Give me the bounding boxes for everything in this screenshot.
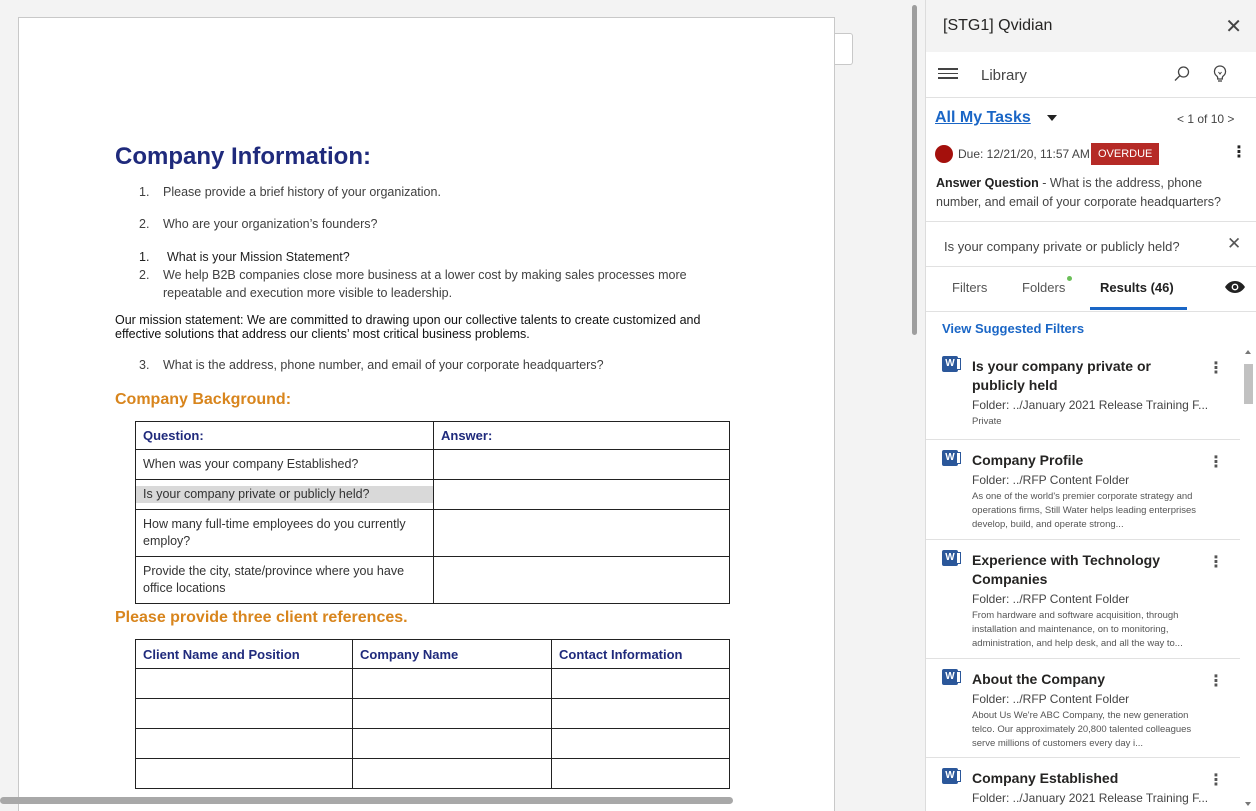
view-suggested-filters-link[interactable]: View Suggested Filters bbox=[942, 321, 1085, 336]
tab-folders[interactable]: Folders bbox=[1022, 280, 1066, 295]
result-folder: Folder: ../RFP Content Folder bbox=[972, 592, 1130, 606]
result-title: Company Profile bbox=[972, 452, 1084, 468]
active-tab-indicator bbox=[1090, 307, 1187, 310]
ref-cell[interactable] bbox=[552, 759, 730, 789]
lightbulb-icon[interactable] bbox=[1212, 64, 1228, 84]
due-date: Due: 12/21/20, 11:57 AM bbox=[958, 147, 1090, 161]
eye-icon[interactable] bbox=[1224, 279, 1246, 295]
document-vertical-scrollbar[interactable] bbox=[912, 5, 917, 335]
folders-indicator-dot bbox=[1067, 276, 1072, 281]
result-item[interactable] bbox=[926, 540, 1240, 659]
due-status-dot-icon bbox=[935, 145, 953, 163]
result-more-options-icon[interactable]: ⋮ bbox=[1208, 673, 1224, 690]
ref-cell[interactable] bbox=[552, 699, 730, 729]
ref-cell[interactable] bbox=[353, 759, 552, 789]
word-document-icon: W bbox=[942, 550, 958, 566]
task-description: Answer Question - What is the address, phone number, and email of your corporate headquarters? bbox=[936, 176, 1221, 209]
list-item: 3. What is the address, phone number, and email of your corporate headquarters? bbox=[139, 358, 604, 372]
result-item[interactable] bbox=[926, 346, 1240, 440]
list-item: 2. We help B2B companies close more business at a lower cost by making sales processes more bbox=[139, 268, 687, 282]
tasks-dropdown-caret-icon[interactable] bbox=[1047, 115, 1057, 121]
question-search-bar bbox=[926, 222, 1256, 267]
list-item: 1. What is your Mission Statement? bbox=[139, 250, 350, 264]
tab-filters[interactable]: Filters bbox=[952, 280, 988, 295]
search-icon[interactable] bbox=[1173, 65, 1191, 83]
library-bar bbox=[926, 52, 1256, 98]
result-more-options-icon[interactable]: ⋮ bbox=[1208, 454, 1224, 471]
document-page[interactable] bbox=[18, 17, 835, 811]
next-page-edge bbox=[835, 33, 853, 65]
scroll-down-arrow-icon[interactable] bbox=[1245, 802, 1251, 806]
task-more-options-icon[interactable]: ⋮ bbox=[1231, 144, 1247, 161]
result-tabs bbox=[926, 267, 1256, 312]
clear-question-icon[interactable]: ✕ bbox=[1227, 234, 1242, 253]
ref-cell[interactable] bbox=[136, 669, 353, 699]
tab-results[interactable]: Results (46) bbox=[1100, 280, 1174, 295]
word-document-icon: W bbox=[942, 356, 958, 372]
qa-question-cell: How many full-time employees do you currently employ? bbox=[136, 510, 434, 557]
task-section bbox=[926, 98, 1256, 222]
scroll-up-arrow-icon[interactable] bbox=[1245, 350, 1251, 354]
ref-cell[interactable] bbox=[136, 699, 353, 729]
heading-client-references: Please provide three client references. bbox=[115, 609, 408, 626]
result-snippet: From hardware and software acquisition, through installation and maintenance, on to monitoring, administration, and help desk, and all the way to... bbox=[972, 610, 1183, 649]
panel-title: [STG1] Qvidian bbox=[943, 17, 1053, 34]
ref-cell[interactable] bbox=[353, 729, 552, 759]
qa-question-cell: When was your company Established? bbox=[136, 450, 434, 480]
result-item[interactable] bbox=[926, 659, 1240, 758]
question-text: Is your company private or publicly held? bbox=[944, 239, 1180, 254]
task-pager[interactable]: < 1 of 10 > bbox=[1177, 112, 1235, 126]
scroll-thumb[interactable] bbox=[1244, 364, 1253, 404]
heading-company-information: Company Information: bbox=[115, 143, 371, 170]
qvidian-panel bbox=[925, 0, 1256, 811]
word-document-icon: W bbox=[942, 450, 958, 466]
result-item[interactable] bbox=[926, 440, 1240, 540]
result-folder: Folder: ../RFP Content Folder bbox=[972, 473, 1130, 487]
mission-statement-paragraph: Our mission statement: We are committed to drawing upon our collective talents to create customized and effective solutions that address our clients’ most critical business problems. bbox=[115, 313, 701, 341]
result-folder: Folder: ../January 2021 Release Training F... bbox=[972, 791, 1209, 805]
qa-answer-cell[interactable] bbox=[434, 450, 730, 480]
result-more-options-icon[interactable]: ⋮ bbox=[1208, 360, 1224, 377]
result-more-options-icon[interactable]: ⋮ bbox=[1208, 772, 1224, 789]
word-document-icon: W bbox=[942, 669, 958, 685]
result-title: Experience with Technology Companies bbox=[972, 552, 1161, 587]
ref-cell[interactable] bbox=[353, 669, 552, 699]
result-item[interactable] bbox=[926, 758, 1240, 811]
result-title: About the Company bbox=[972, 671, 1105, 687]
qa-question-cell: Provide the city, state/province where you have office locations bbox=[136, 557, 434, 604]
qa-table bbox=[135, 421, 730, 604]
list-item: repeatable and execution more visible to leadership. bbox=[163, 286, 453, 300]
heading-company-background: Company Background: bbox=[115, 391, 292, 408]
results-list bbox=[926, 346, 1240, 811]
result-more-options-icon[interactable]: ⋮ bbox=[1208, 554, 1224, 571]
result-title: Company Established bbox=[972, 770, 1119, 786]
result-title: Is your company private or publicly held bbox=[972, 358, 1151, 393]
result-snippet: As one of the world's premier corporate strategy and operations firms, Still Water helps leading enterprises develop, build, and operate strong... bbox=[972, 491, 1197, 530]
references-table bbox=[135, 639, 730, 789]
document-horizontal-scrollbar[interactable] bbox=[0, 797, 733, 804]
qa-question-cell-selected[interactable]: Is your company private or publicly held? bbox=[136, 480, 434, 510]
ref-cell[interactable] bbox=[136, 729, 353, 759]
ref-cell[interactable] bbox=[353, 699, 552, 729]
word-document-icon: W bbox=[942, 768, 958, 784]
ref-header-client: Client Name and Position bbox=[136, 640, 353, 669]
panel-title-bar bbox=[926, 0, 1256, 52]
ref-cell[interactable] bbox=[552, 729, 730, 759]
ref-cell[interactable] bbox=[552, 669, 730, 699]
qa-answer-cell[interactable] bbox=[434, 480, 730, 510]
overdue-badge: OVERDUE bbox=[1091, 143, 1159, 165]
all-my-tasks-link[interactable]: All My Tasks bbox=[935, 109, 1031, 126]
result-folder: Folder: ../RFP Content Folder bbox=[972, 692, 1130, 706]
qa-answer-cell[interactable] bbox=[434, 510, 730, 557]
library-label: Library bbox=[981, 67, 1027, 84]
close-panel-button[interactable]: ✕ bbox=[1225, 16, 1242, 38]
ref-cell[interactable] bbox=[136, 759, 353, 789]
list-item: 2. Who are your organization’s founders? bbox=[139, 217, 378, 231]
qa-header-question: Question: bbox=[136, 422, 434, 450]
qa-answer-cell[interactable] bbox=[434, 557, 730, 604]
results-scrollbar[interactable] bbox=[1240, 346, 1256, 811]
hamburger-menu-icon[interactable] bbox=[938, 65, 958, 81]
result-folder: Folder: ../January 2021 Release Training F... bbox=[972, 398, 1209, 412]
qa-header-answer: Answer: bbox=[434, 422, 730, 450]
result-snippet: Private bbox=[972, 416, 1002, 427]
ref-header-contact: Contact Information bbox=[552, 640, 730, 669]
result-snippet: About Us We're ABC Company, the new generation telco. Our approximately 20,800 talented colleagues serve millions of customers every day i... bbox=[972, 710, 1192, 749]
ref-header-company: Company Name bbox=[353, 640, 552, 669]
list-item: 1. Please provide a brief history of your organization. bbox=[139, 185, 441, 199]
